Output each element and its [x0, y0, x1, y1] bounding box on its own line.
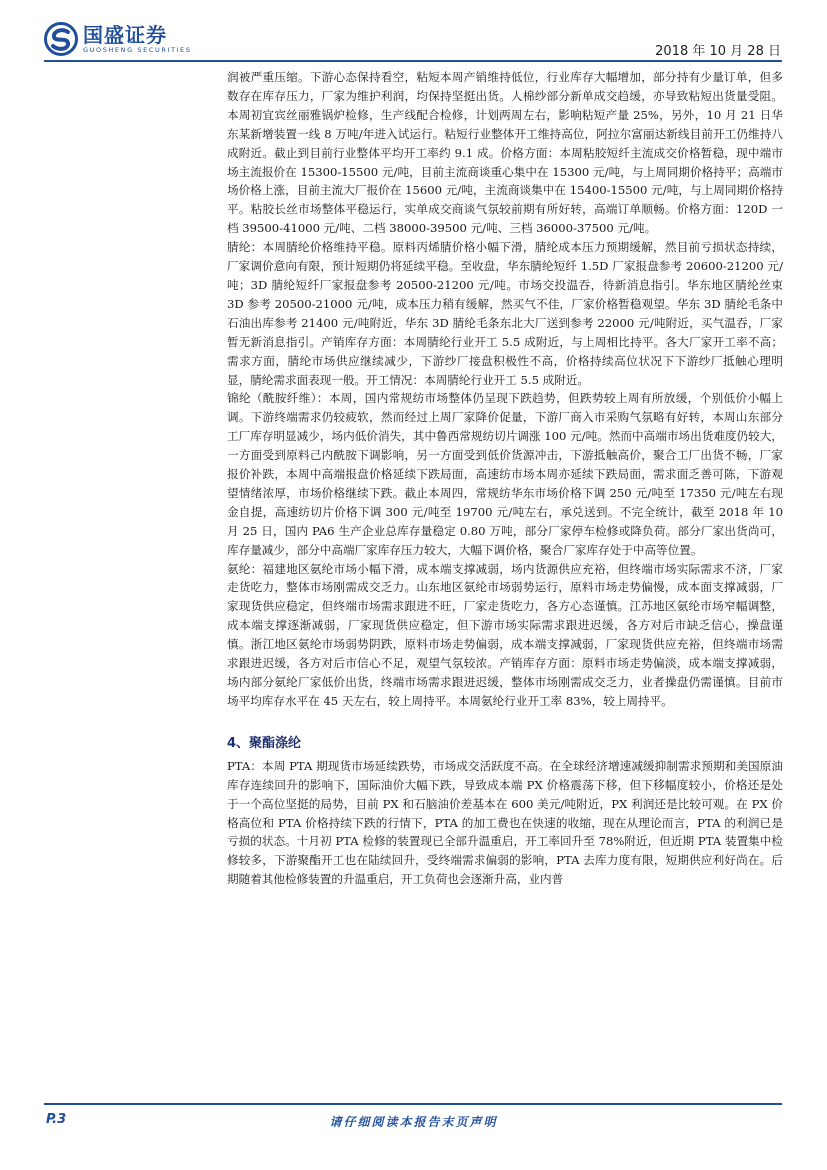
nylon-paragraph: 锦纶（酰胺纤维）：本周，国内常规纺市场整体仍呈现下跌趋势，但跌势较上周有所放缓，个别低价小幅上调。下游终端需求仍较疲软，然而经过上周厂家降价促量，下游厂商入市采购气氛略有好转，本周山东部分工厂库存明显减少，场内低价消失，其中鲁西常规纺切片调涨 100 元/吨。然而中高端市场出货难度仍较大，一方面受到原料己内酰胺下调影响，另一方面受到低价货源冲击，下游抵触高价，聚合工厂出货不畅，厂家报价补跌，本周中高端报盘价格延续下跌局面，高速纺市场本周亦延续下跌局面，需求面乏善可陈，下游观望情绪浓厚，市场价格继续下跌。截止本周四，常规纺华东市场价格下调 250 元/吨至 17350 元/吨左右现金自提，高速纺切片价格下调 300 元/吨至 19700 元/吨左右，承兑送到。不完全统计，截至 2018 年 10 月 25 日，国内 PA6 生产企业总库存量稳定 0.80 万吨，部分厂家停车检修或降负荷。部分厂家出货尚可，库存量减少，部分中高端厂家库存压力较大，大幅下调价格，聚合厂家库存处于中高等位置。 [227, 391, 783, 557]
page-number: P.3 [46, 1112, 67, 1127]
guosheng-logo-icon [44, 22, 78, 56]
page-header [0, 0, 827, 66]
header-divider [44, 60, 782, 62]
section-title-polyester: 4、聚酯涤纶 [227, 735, 302, 751]
acrylic-paragraph: 腈纶：本周腈纶价格维持平稳。原料丙烯腈价格小幅下滑，腈纶成本压力预期缓解，然目前亏损状态持续，厂家调价意向有限，预计短期仍将延续平稳。至收盘，华东腈纶短纤 1.5D 厂家报盘参考 20600-21200 元/吨；3D 腈纶短纤厂家报盘参考 20500-21200 元/吨。市场交投温吞，待新消息指引。华东地区腈纶丝束 3D 参考 20500-21000 元/吨，成本压力稍有缓解，然买气不佳，厂家价格暂稳观望。华东 3D 腈纶毛条中石油出库参考 21400 元/吨附近，华东 3D 腈纶毛条东北大厂送到参考 22000 元/吨附近，买气温吞，厂家暂无新消息指引。产销库存方面：本周腈纶行业开工 5.5 成附近，与上周相比持平。各大厂家开工率不高；需求方面，腈纶市场供应继续减少，下游纱厂接盘积极性不高，价格持续高位状况下下游纱厂抵触心理明显，腈纶需求面表现一般。开工情况：本周腈纶行业开工 5.5 成附近。 [227, 240, 783, 387]
pta-paragraph: PTA：本周 PTA 期现货市场延续跌势，市场成交活跃度不高。在全球经济增速减缓抑制需求预期和美国原油库存连续回升的影响下，国际油价大幅下跌，导致成本端 PX 价格震荡下移，但下移幅度较小，价格还是处于一个高位坚挺的局势，目前 PX 和石脑油价差基本在 600 美元/吨附近，PX 利润还是比较可观。在 PX 价格高位和 PTA 价格持续下跌的行情下，PTA 的加工费也在快速的收缩，现在从理论而言，PTA 的利润已是亏损的状态。十月初 PTA 检修的装置现已全部升温重启，开工率回升至 78%附近，但近期 PTA 装置集中检修较多，下游聚酯开工也在陆续回升，受终端需求偏弱的影响，PTA 去库力度有限，短期供应利好尚在。后期随着其他检修装置的升温重启，开工负荷也会逐渐升高，业内普 [227, 758, 783, 887]
viscose-paragraph: 润被严重压缩。下游心态保持看空，粘短本周产销维持低位，行业库存大幅增加，部分持有少量订单，但多数存在库存压力，厂家为维护利润，均保持坚挺出货。人棉纱部分新单成交趋缓，亦导致粘短出货量受阻。本周初宜宾丝丽雅锅炉检修，生产线配合检修，计划两周左右，影响粘短产量 25%，另外，10 月 21 日华东某新增装置一线 8 万吨/年进入试运行。粘短行业整体开工维持高位，阿拉尔富丽达新线目前开工仍维持八成附近。截止到目前行业整体平均开工率约 9.1 成。价格方面：本周粘胶短纤主流成交价格暂稳，现中端市场主流报价在 15300-15500 元/吨，目前主流商谈重心集中在 15300 元/吨，与上周同期价格持平；高端市场价格上涨，目前主流大厂报价在 15600 元/吨，主流商谈集中在 15400-15500 元/吨，与上周同期价格持平。粘胶长丝市场整体平稳运行，实单成交商谈气氛较前期有所好转，高端订单顺畅。价格方面：120D 一档 39500-41000 元/吨、二档 38000-39500 元/吨、三档 36000-37500 元/吨。 [227, 70, 783, 236]
logo-chinese-name: 国盛证券 [83, 23, 167, 47]
logo-english-name: GUOSHENG SECURITIES [83, 46, 192, 54]
spandex-paragraph: 氨纶：福建地区氨纶市场小幅下滑，成本端支撑减弱，场内货源供应充裕，但终端市场实际需求不济，厂家走货吃力，整体市场刚需成交乏力。山东地区氨纶市场弱势运行，原料市场走势偏慢，成本面支撑减弱，厂家现货供应稳定，但终端市场需求跟进不旺，厂家走货吃力，各方心态谨慎。江苏地区氨纶市场窄幅调整，成本端支撑逐渐减弱，厂家现货供应稳定，但下游市场实际需求跟进迟缓，各方对后市缺乏信心，操盘谨慎。浙江地区氨纶市场弱势阴跌，原料市场走势偏弱，成本端支撑减弱，厂家现货供应充裕，但终端市场需求跟进迟缓，各方对后市信心不足，观望气氛较浓。产销库存方面：原料市场走势偏淡，成本端支撑减弱，场内部分氨纶厂家低价出货，终端市场需求跟进迟缓，整体市场刚需成交乏力，业者操盘仍需谨慎。目前市场平均库存水平在 45 天左右，较上周持平。本周氨纶行业开工率 83%，较上周持平。 [227, 561, 783, 708]
report-date: 2018 年 10 月 28 日 [655, 44, 781, 59]
footer-divider [44, 1103, 782, 1105]
company-logo [44, 22, 191, 56]
footer-disclaimer: 请仔细阅读本报告末页声明 [329, 1115, 498, 1129]
report-body [227, 68, 783, 889]
